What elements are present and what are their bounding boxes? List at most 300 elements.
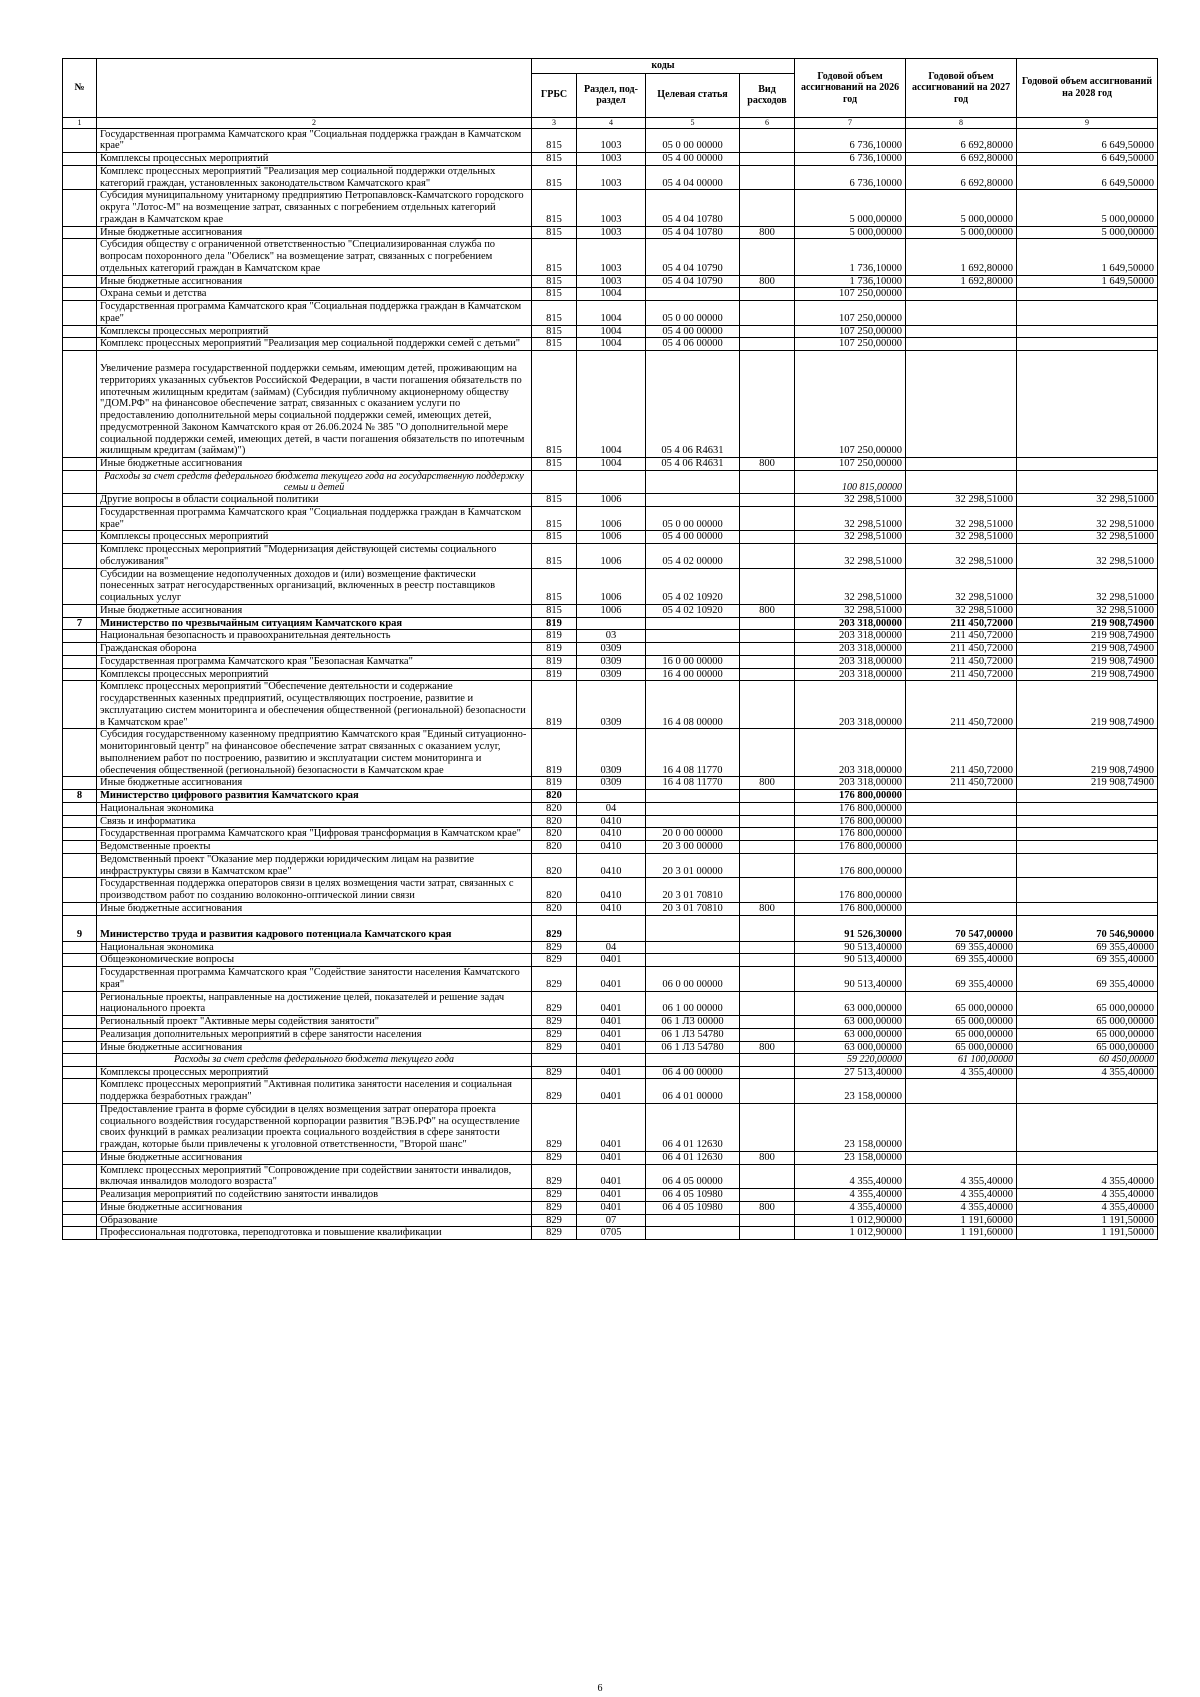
row-kind — [740, 1054, 795, 1066]
row-amount-2027 — [906, 828, 1017, 841]
row-amount-2027 — [906, 288, 1017, 301]
row-kind: 800 — [740, 226, 795, 239]
row-amount-2027 — [906, 351, 1017, 458]
row-amount-2028: 219 908,74900 — [1017, 617, 1158, 630]
row-number — [63, 338, 97, 351]
row-kind — [740, 1016, 795, 1029]
row-amount-2027 — [906, 1151, 1017, 1164]
budget-table — [62, 58, 1158, 1240]
row-name: Государственная поддержка операторов связи в целях возмещения части затрат, связанных с производством работ по созданию волоконно-оптической линии связи — [97, 878, 532, 903]
row-number — [63, 1151, 97, 1164]
row-amount-2028: 219 908,74900 — [1017, 668, 1158, 681]
row-name: Связь и информатика — [97, 815, 532, 828]
row-kind — [740, 153, 795, 166]
row-target: 06 4 05 10980 — [646, 1189, 740, 1202]
col-section-header: Раздел, под-раздел — [577, 73, 646, 117]
row-amount-2028: 65 000,00000 — [1017, 1016, 1158, 1029]
row-amount-2026: 203 318,00000 — [795, 729, 906, 777]
table-row — [63, 604, 1158, 617]
row-name: Иные бюджетные ассигнования — [97, 604, 532, 617]
col-number-label: 2 — [97, 117, 532, 128]
row-section: 1004 — [577, 288, 646, 301]
row-amount-2026: 6 736,10000 — [795, 153, 906, 166]
row-grbs: 815 — [532, 351, 577, 458]
row-number — [63, 544, 97, 569]
row-section: 03 — [577, 630, 646, 643]
table-row — [63, 1201, 1158, 1214]
row-amount-2027: 6 692,80000 — [906, 153, 1017, 166]
row-grbs: 815 — [532, 544, 577, 569]
row-amount-2026: 1 012,90000 — [795, 1214, 906, 1227]
row-amount-2026: 32 298,51000 — [795, 506, 906, 531]
col-2027-header: Годовой объем ассигнований на 2027 год — [906, 59, 1017, 118]
table-row — [63, 630, 1158, 643]
row-target: 05 4 04 10790 — [646, 239, 740, 275]
row-name: Государственная программа Камчатского края "Социальная поддержка граждан в Камчатском крае" — [97, 128, 532, 153]
row-amount-2027: 4 355,40000 — [906, 1201, 1017, 1214]
row-amount-2026: 5 000,00000 — [795, 226, 906, 239]
row-kind — [740, 325, 795, 338]
row-amount-2028: 60 450,00000 — [1017, 1054, 1158, 1066]
row-amount-2026: 176 800,00000 — [795, 878, 906, 903]
row-name: Гражданская оборона — [97, 643, 532, 656]
row-name: Государственная программа Камчатского края "Содействие занятости населения Камчатского края" — [97, 967, 532, 992]
row-amount-2027: 65 000,00000 — [906, 1028, 1017, 1041]
row-amount-2027: 65 000,00000 — [906, 991, 1017, 1016]
row-kind — [740, 301, 795, 326]
row-section: 0401 — [577, 1066, 646, 1079]
row-amount-2026: 4 355,40000 — [795, 1189, 906, 1202]
row-amount-2028 — [1017, 790, 1158, 803]
row-amount-2026: 107 250,00000 — [795, 338, 906, 351]
row-name: Национальная безопасность и правоохранительная деятельность — [97, 630, 532, 643]
row-amount-2027: 1 692,80000 — [906, 239, 1017, 275]
row-amount-2028: 1 649,50000 — [1017, 275, 1158, 288]
row-amount-2028: 69 355,40000 — [1017, 967, 1158, 992]
row-name: Ведомственный проект "Оказание мер поддержки юридическим лицам на развитие инфраструктуры связи в Камчатском крае" — [97, 853, 532, 878]
row-section: 07 — [577, 1214, 646, 1227]
row-amount-2026: 176 800,00000 — [795, 902, 906, 915]
row-amount-2027: 70 547,00000 — [906, 915, 1017, 941]
row-kind: 800 — [740, 458, 795, 471]
row-kind — [740, 954, 795, 967]
row-amount-2027: 4 355,40000 — [906, 1164, 1017, 1189]
row-number — [63, 604, 97, 617]
table-row — [63, 617, 1158, 630]
row-grbs: 829 — [532, 1066, 577, 1079]
row-section: 1004 — [577, 301, 646, 326]
row-name: Расходы за счет средств федерального бюджета текущего года — [97, 1054, 532, 1066]
row-kind — [740, 506, 795, 531]
row-amount-2028: 1 649,50000 — [1017, 239, 1158, 275]
row-grbs: 819 — [532, 681, 577, 729]
row-grbs: 819 — [532, 617, 577, 630]
row-amount-2028: 219 908,74900 — [1017, 655, 1158, 668]
row-number — [63, 1201, 97, 1214]
row-section: 1003 — [577, 165, 646, 190]
row-name: Национальная экономика — [97, 941, 532, 954]
row-kind: 800 — [740, 902, 795, 915]
row-amount-2027 — [906, 902, 1017, 915]
row-name: Ведомственные проекты — [97, 841, 532, 854]
row-amount-2028 — [1017, 1079, 1158, 1104]
table-row — [63, 991, 1158, 1016]
row-grbs: 819 — [532, 655, 577, 668]
row-amount-2027: 69 355,40000 — [906, 941, 1017, 954]
table-row — [63, 729, 1158, 777]
row-amount-2027: 32 298,51000 — [906, 568, 1017, 604]
col-number-label: 8 — [906, 117, 1017, 128]
row-number — [63, 458, 97, 471]
row-target: 06 4 01 12630 — [646, 1151, 740, 1164]
col-kind-header: Вид расходов — [740, 73, 795, 117]
row-section: 0410 — [577, 853, 646, 878]
row-kind — [740, 1164, 795, 1189]
row-section: 1003 — [577, 239, 646, 275]
row-name: Государственная программа Камчатского края "Безопасная Камчатка" — [97, 655, 532, 668]
row-target: 20 0 00 00000 — [646, 828, 740, 841]
col-target-header: Целевая статья — [646, 73, 740, 117]
row-grbs: 815 — [532, 531, 577, 544]
row-kind — [740, 802, 795, 815]
row-amount-2026: 32 298,51000 — [795, 531, 906, 544]
row-kind — [740, 1028, 795, 1041]
row-kind — [740, 655, 795, 668]
table-row — [63, 853, 1158, 878]
row-grbs: 815 — [532, 165, 577, 190]
row-target: 06 4 05 00000 — [646, 1164, 740, 1189]
row-amount-2027: 1 191,60000 — [906, 1227, 1017, 1240]
row-name: Государственная программа Камчатского края "Социальная поддержка граждан в Камчатском крае" — [97, 506, 532, 531]
row-kind — [740, 494, 795, 507]
row-target — [646, 1214, 740, 1227]
row-grbs: 829 — [532, 1041, 577, 1054]
row-kind — [740, 568, 795, 604]
table-row — [63, 494, 1158, 507]
row-amount-2026: 6 736,10000 — [795, 128, 906, 153]
table-row — [63, 288, 1158, 301]
row-grbs: 815 — [532, 568, 577, 604]
row-section: 0705 — [577, 1227, 646, 1240]
row-grbs: 815 — [532, 226, 577, 239]
row-kind — [740, 1079, 795, 1104]
row-target: 05 4 06 R4631 — [646, 458, 740, 471]
row-target: 16 4 08 11770 — [646, 777, 740, 790]
table-row — [63, 681, 1158, 729]
row-amount-2026: 107 250,00000 — [795, 288, 906, 301]
row-target: 05 4 02 00000 — [646, 544, 740, 569]
row-target — [646, 790, 740, 803]
row-amount-2027 — [906, 878, 1017, 903]
row-target — [646, 954, 740, 967]
row-grbs: 829 — [532, 1028, 577, 1041]
col-number-label: 5 — [646, 117, 740, 128]
row-grbs: 829 — [532, 1079, 577, 1104]
table-row — [63, 544, 1158, 569]
table-row — [63, 1103, 1158, 1151]
row-name: Иные бюджетные ассигнования — [97, 1201, 532, 1214]
row-grbs: 829 — [532, 967, 577, 992]
row-amount-2026: 203 318,00000 — [795, 655, 906, 668]
row-grbs: 815 — [532, 275, 577, 288]
row-number — [63, 470, 97, 493]
table-row — [63, 655, 1158, 668]
row-amount-2026: 107 250,00000 — [795, 458, 906, 471]
row-amount-2026: 4 355,40000 — [795, 1164, 906, 1189]
row-grbs: 815 — [532, 458, 577, 471]
row-target: 05 4 00 00000 — [646, 153, 740, 166]
row-amount-2028 — [1017, 470, 1158, 493]
row-number — [63, 494, 97, 507]
row-number — [63, 681, 97, 729]
row-name: Государственная программа Камчатского края "Социальная поддержка граждан в Камчатском крае" — [97, 301, 532, 326]
row-amount-2028: 5 000,00000 — [1017, 190, 1158, 226]
row-kind — [740, 288, 795, 301]
row-number — [63, 729, 97, 777]
row-target: 06 4 01 12630 — [646, 1103, 740, 1151]
row-amount-2027 — [906, 301, 1017, 326]
row-number — [63, 1079, 97, 1104]
row-kind — [740, 941, 795, 954]
row-section: 04 — [577, 802, 646, 815]
table-row — [63, 802, 1158, 815]
row-target: 20 3 01 00000 — [646, 853, 740, 878]
row-amount-2026: 1 012,90000 — [795, 1227, 906, 1240]
row-grbs: 820 — [532, 815, 577, 828]
table-row — [63, 1041, 1158, 1054]
row-number — [63, 1028, 97, 1041]
row-amount-2027: 211 450,72000 — [906, 643, 1017, 656]
row-name: Общеэкономические вопросы — [97, 954, 532, 967]
col-grbs-header: ГРБС — [532, 73, 577, 117]
row-amount-2028: 32 298,51000 — [1017, 604, 1158, 617]
row-name: Иные бюджетные ассигнования — [97, 226, 532, 239]
row-kind — [740, 681, 795, 729]
page-number: 6 — [597, 1683, 603, 1694]
row-amount-2027: 32 298,51000 — [906, 531, 1017, 544]
row-section: 0401 — [577, 1164, 646, 1189]
row-grbs: 829 — [532, 1164, 577, 1189]
row-section: 0309 — [577, 655, 646, 668]
row-number — [63, 878, 97, 903]
col-number-label: 3 — [532, 117, 577, 128]
row-section: 0410 — [577, 815, 646, 828]
row-amount-2028: 4 355,40000 — [1017, 1189, 1158, 1202]
row-kind — [740, 841, 795, 854]
row-name: Региональные проекты, направленные на достижение целей, показателей и решение задач национального проекта — [97, 991, 532, 1016]
row-kind: 800 — [740, 1151, 795, 1164]
row-number — [63, 853, 97, 878]
row-grbs: 820 — [532, 878, 577, 903]
col-number-label: 9 — [1017, 117, 1158, 128]
row-number — [63, 1164, 97, 1189]
table-row — [63, 568, 1158, 604]
row-grbs: 819 — [532, 643, 577, 656]
row-amount-2026: 63 000,00000 — [795, 1041, 906, 1054]
row-amount-2027: 65 000,00000 — [906, 1016, 1017, 1029]
row-target: 05 4 04 10780 — [646, 226, 740, 239]
row-number — [63, 643, 97, 656]
row-number: 9 — [63, 915, 97, 941]
row-target: 20 3 00 00000 — [646, 841, 740, 854]
row-amount-2028 — [1017, 1151, 1158, 1164]
row-target: 05 4 04 00000 — [646, 165, 740, 190]
table-row — [63, 915, 1158, 941]
row-number — [63, 967, 97, 992]
row-amount-2028: 70 546,90000 — [1017, 915, 1158, 941]
row-amount-2026: 63 000,00000 — [795, 1016, 906, 1029]
row-number — [63, 531, 97, 544]
row-grbs — [532, 470, 577, 493]
row-amount-2028: 69 355,40000 — [1017, 941, 1158, 954]
row-amount-2028 — [1017, 828, 1158, 841]
row-grbs: 815 — [532, 153, 577, 166]
row-amount-2027: 211 450,72000 — [906, 729, 1017, 777]
row-target — [646, 470, 740, 493]
row-section: 0401 — [577, 1016, 646, 1029]
row-amount-2027 — [906, 841, 1017, 854]
row-number — [63, 190, 97, 226]
row-target: 20 3 01 70810 — [646, 878, 740, 903]
budget-sheet — [62, 58, 1157, 1240]
row-name: Иные бюджетные ассигнования — [97, 1151, 532, 1164]
row-number — [63, 301, 97, 326]
row-name: Иные бюджетные ассигнования — [97, 275, 532, 288]
table-row — [63, 165, 1158, 190]
row-grbs: 820 — [532, 853, 577, 878]
row-amount-2026: 63 000,00000 — [795, 1028, 906, 1041]
row-number — [63, 128, 97, 153]
row-amount-2027 — [906, 325, 1017, 338]
row-amount-2026: 203 318,00000 — [795, 617, 906, 630]
row-amount-2026: 27 513,40000 — [795, 1066, 906, 1079]
table-row — [63, 351, 1158, 458]
row-amount-2028: 32 298,51000 — [1017, 506, 1158, 531]
row-amount-2026: 203 318,00000 — [795, 643, 906, 656]
table-body — [63, 128, 1158, 1240]
row-amount-2028: 4 355,40000 — [1017, 1066, 1158, 1079]
row-number: 8 — [63, 790, 97, 803]
row-grbs: 819 — [532, 729, 577, 777]
row-amount-2026: 23 158,00000 — [795, 1151, 906, 1164]
row-amount-2027: 69 355,40000 — [906, 954, 1017, 967]
col-number-label: 6 — [740, 117, 795, 128]
row-name: Государственная программа Камчатского края "Цифровая трансформация в Камчатском крае" — [97, 828, 532, 841]
row-grbs: 829 — [532, 915, 577, 941]
row-grbs: 815 — [532, 288, 577, 301]
row-name: Комплексы процессных мероприятий — [97, 1066, 532, 1079]
row-section: 0401 — [577, 1079, 646, 1104]
row-name: Субсидия государственному казенному предприятию Камчатского края "Единый ситуационно-мониторинговый центр" на финансовое обеспечение затрат связанных с оказанием услуг, выполнением работ по построению, развитию и эксплуатации систем мониторинга и обеспечения общественной (региональной) безопасности в Камчатском крае — [97, 729, 532, 777]
row-amount-2026: 203 318,00000 — [795, 681, 906, 729]
row-number — [63, 325, 97, 338]
row-amount-2027: 32 298,51000 — [906, 544, 1017, 569]
row-name: Иные бюджетные ассигнования — [97, 1041, 532, 1054]
table-row — [63, 301, 1158, 326]
row-amount-2028: 6 649,50000 — [1017, 153, 1158, 166]
table-row — [63, 226, 1158, 239]
row-section: 0410 — [577, 828, 646, 841]
row-target — [646, 1054, 740, 1066]
row-grbs: 829 — [532, 991, 577, 1016]
table-row — [63, 1151, 1158, 1164]
table-row — [63, 1079, 1158, 1104]
row-amount-2028: 4 355,40000 — [1017, 1201, 1158, 1214]
row-number — [63, 1214, 97, 1227]
table-row — [63, 668, 1158, 681]
row-kind — [740, 668, 795, 681]
row-target: 06 4 01 00000 — [646, 1079, 740, 1104]
row-grbs: 815 — [532, 506, 577, 531]
row-amount-2027: 32 298,51000 — [906, 494, 1017, 507]
row-amount-2026: 90 513,40000 — [795, 967, 906, 992]
row-target: 05 4 02 10920 — [646, 568, 740, 604]
row-kind — [740, 190, 795, 226]
row-grbs — [532, 1054, 577, 1066]
row-number — [63, 351, 97, 458]
row-amount-2026: 32 298,51000 — [795, 568, 906, 604]
row-grbs: 815 — [532, 604, 577, 617]
row-section: 0309 — [577, 681, 646, 729]
row-kind — [740, 643, 795, 656]
row-amount-2028: 4 355,40000 — [1017, 1164, 1158, 1189]
row-amount-2027: 4 355,40000 — [906, 1189, 1017, 1202]
row-amount-2026: 107 250,00000 — [795, 325, 906, 338]
row-amount-2028: 69 355,40000 — [1017, 954, 1158, 967]
row-number — [63, 1103, 97, 1151]
row-amount-2028 — [1017, 902, 1158, 915]
row-target: 06 1 Л3 54780 — [646, 1041, 740, 1054]
row-amount-2026: 1 736,10000 — [795, 239, 906, 275]
row-amount-2026: 6 736,10000 — [795, 165, 906, 190]
row-grbs: 829 — [532, 941, 577, 954]
row-section: 0309 — [577, 668, 646, 681]
row-amount-2027 — [906, 1079, 1017, 1104]
row-target: 16 0 00 00000 — [646, 655, 740, 668]
row-target: 05 0 00 00000 — [646, 301, 740, 326]
row-amount-2026: 176 800,00000 — [795, 815, 906, 828]
row-section: 0401 — [577, 991, 646, 1016]
row-kind: 800 — [740, 275, 795, 288]
row-kind — [740, 470, 795, 493]
row-target — [646, 915, 740, 941]
table-row — [63, 153, 1158, 166]
row-grbs: 829 — [532, 1151, 577, 1164]
row-section: 0401 — [577, 954, 646, 967]
table-row — [63, 1164, 1158, 1189]
row-section — [577, 617, 646, 630]
row-amount-2028: 65 000,00000 — [1017, 1041, 1158, 1054]
row-amount-2027 — [906, 458, 1017, 471]
row-amount-2028: 219 908,74900 — [1017, 630, 1158, 643]
col-num-header: № — [63, 59, 97, 118]
row-section: 1006 — [577, 531, 646, 544]
row-grbs: 829 — [532, 1103, 577, 1151]
row-kind — [740, 531, 795, 544]
row-grbs: 829 — [532, 1016, 577, 1029]
row-amount-2026: 107 250,00000 — [795, 351, 906, 458]
row-amount-2028 — [1017, 458, 1158, 471]
table-row — [63, 239, 1158, 275]
table-row — [63, 128, 1158, 153]
row-number — [63, 815, 97, 828]
col-2026-header: Годовой объем ассигнований на 2026 год — [795, 59, 906, 118]
row-grbs: 829 — [532, 1201, 577, 1214]
row-target: 06 4 00 00000 — [646, 1066, 740, 1079]
row-amount-2026: 5 000,00000 — [795, 190, 906, 226]
row-section: 04 — [577, 941, 646, 954]
row-target: 16 4 08 00000 — [646, 681, 740, 729]
